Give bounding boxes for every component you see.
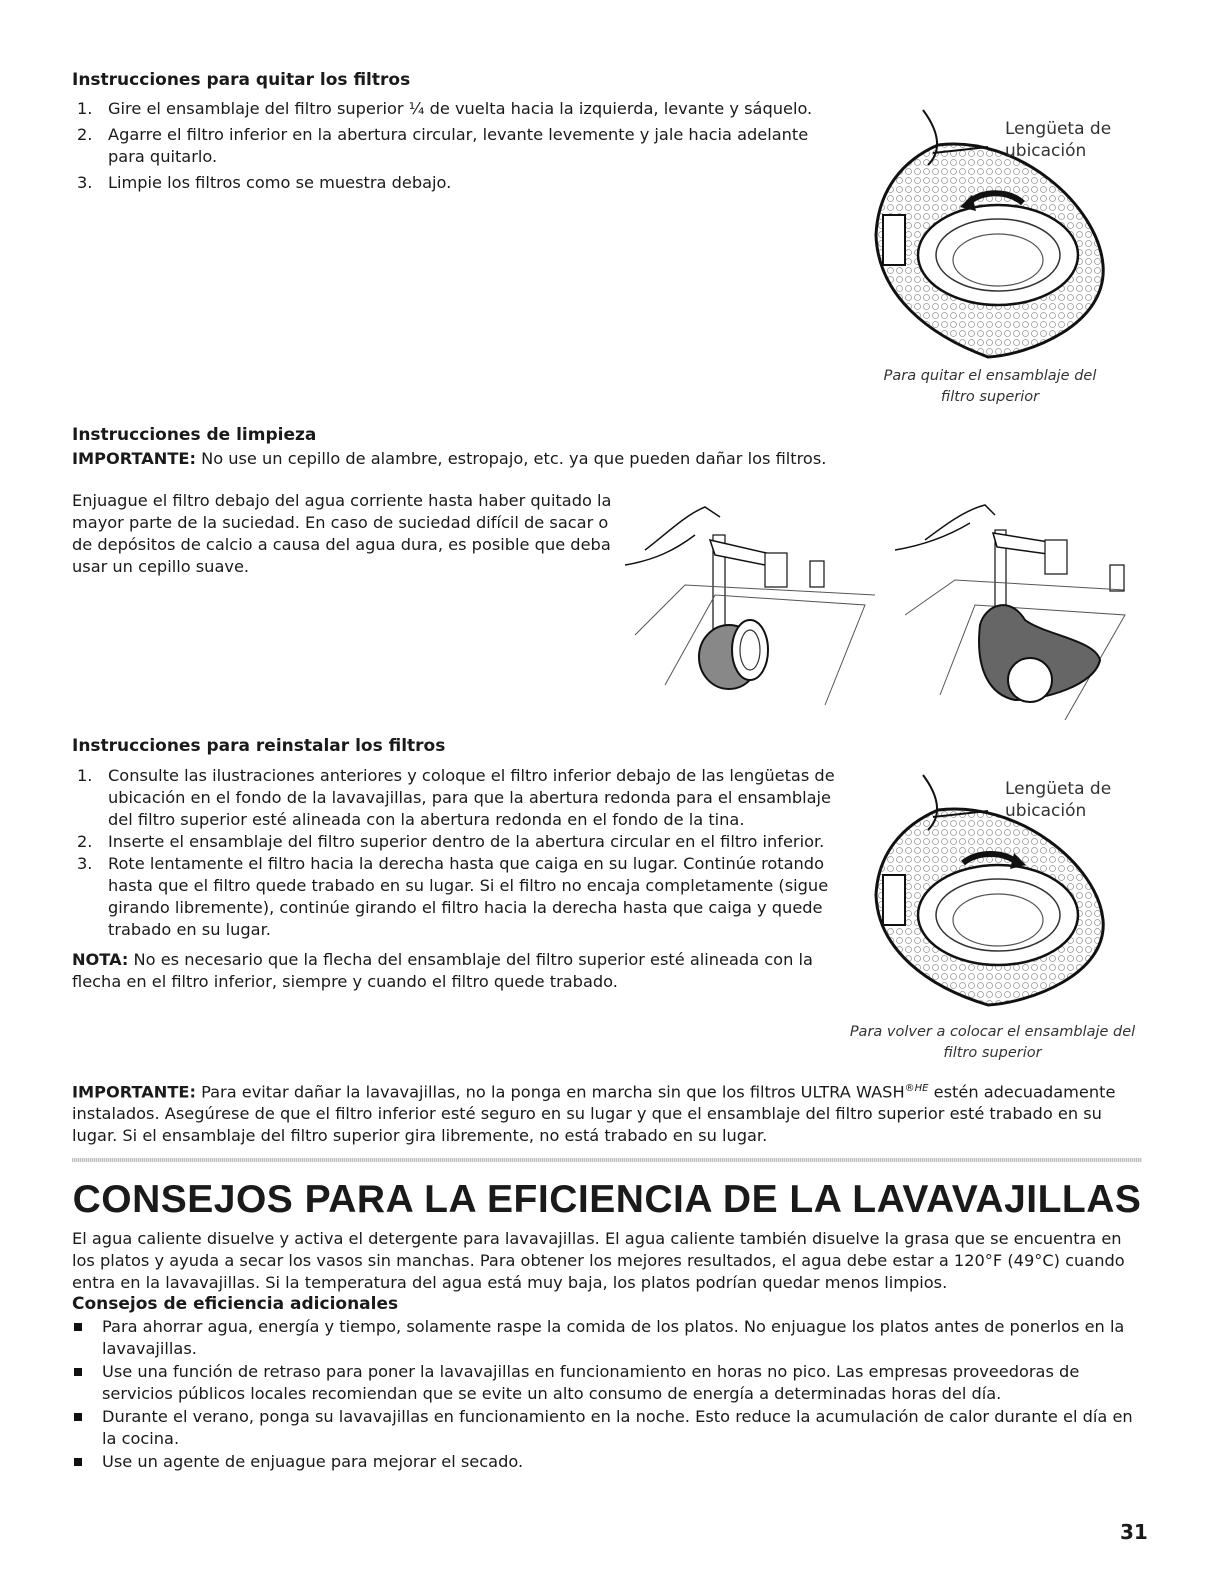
list-item: Durante el verano, ponga su lavavajillas en funcionamiento en la noche. Esto reduce la acumulación de calor durante el día en la cocina. bbox=[72, 1406, 1144, 1450]
efficiency-title: CONSEJOS PARA LA EFICIENCIA DE LA LAVAVAJILLAS bbox=[72, 1178, 1142, 1221]
list-item: 2. Agarre el filtro inferior en la abertura circular, levante levemente y jale hacia adelante para quitarlo. bbox=[77, 125, 809, 166]
reinstall-caption: Para volver a colocar el ensamblaje del filtro superior bbox=[849, 1024, 1136, 1061]
remove-caption: Para quitar el ensamblaje del filtro superior bbox=[883, 368, 1097, 405]
efficiency-tips-list bbox=[72, 1316, 1144, 1474]
remove-steps-list bbox=[72, 98, 842, 198]
list-item: Para ahorrar agua, energía y tiempo, solamente raspe la comida de los platos. No enjuague los platos antes de ponerlos en la lavavajillas. bbox=[72, 1316, 1144, 1360]
list-item: Use una función de retraso para poner la lavavajillas en funcionamiento en horas no pico. Las empresas proveedoras de servicios públicos locales recomiendan que se evite un alto consumo de energía a determinadas horas del día. bbox=[72, 1361, 1144, 1405]
reinstall-filters-heading: Instrucciones para reinstalar los filtros bbox=[72, 736, 446, 756]
list-item: 3. Rote lentamente el filtro hacia la derecha hasta que caiga en su lugar. Continúe rotando hasta que el filtro quede trabado en su lugar. Si el filtro no encaja completamente (sigue girando libremente), continúe girando el filtro hacia la derecha hasta que caiga y quede trabado en su lugar. bbox=[77, 854, 829, 939]
list-item: 1. Consulte las ilustraciones anteriores y coloque el filtro inferior debajo de las lengüetas de ubicación en el fondo de la lavavajillas, para que la abertura redonda para el ensamblaje del filtro superior esté alineada con la abertura redonda en el fondo de la tina. bbox=[77, 766, 835, 829]
rinse-lower-filter-illustration bbox=[895, 495, 1130, 725]
efficiency-subheading: Consejos de eficiencia adicionales bbox=[72, 1294, 399, 1314]
cleaning-important: IMPORTANTE: No use un cepillo de alambre, estropajo, etc. ya que pueden dañar los filtros. bbox=[72, 449, 827, 468]
page-number: 31 bbox=[1120, 1520, 1148, 1544]
list-item: 3. Limpie los filtros como se muestra debajo. bbox=[77, 173, 452, 192]
reinstall-note: NOTA: No es necesario que la flecha del ensamblaje del filtro superior esté alineada con la flecha en el filtro inferior, siempre y cuando el filtro quede trabado. bbox=[72, 950, 813, 991]
remove-callout-label: Lengüeta de ubicación bbox=[1005, 119, 1112, 161]
reinstall-steps-list bbox=[72, 765, 842, 941]
list-item: Use un agente de enjuague para mejorar el secado. bbox=[72, 1451, 1144, 1473]
rinse-upper-filter-illustration bbox=[625, 495, 885, 715]
list-item: 1. Gire el ensamblaje del filtro superior ¼ de vuelta hacia la izquierda, levante y sáquelo. bbox=[77, 99, 813, 118]
important-warning: IMPORTANTE: Para evitar dañar la lavavajillas, no la ponga en marcha sin que los filtros ULTRA $WASH^{®HE}$ estén adecuadamente instalados. Asegúrese de que el filtro inferior esté seguro en su lugar y que el ensamblaje del filtro superior esté trabado en su lugar. Si el ensamblaje del filtro superior gira libremente, no está trabado en su lugar. bbox=[72, 1082, 1116, 1146]
remove-filters-heading: Instrucciones para quitar los filtros bbox=[72, 70, 411, 90]
reinstall-callout-label: Lengüeta de ubicación bbox=[1005, 779, 1112, 821]
list-item: 2. Inserte el ensamblaje del filtro superior dentro de la abertura circular en el filtro inferior. bbox=[77, 832, 825, 851]
cleaning-heading: Instrucciones de limpieza bbox=[72, 425, 317, 445]
cleaning-paragraph: Enjuague el filtro debajo del agua corriente hasta haber quitado la mayor parte de la suciedad. En caso de suciedad difícil de sacar o de depósitos de calcio a causa del agua dura, es posible que deba usar un cepillo suave. bbox=[72, 491, 612, 576]
section-divider bbox=[72, 1158, 1142, 1162]
efficiency-intro: El agua caliente disuelve y activa el detergente para lavavajillas. El agua caliente también disuelve la grasa que se encuentra en los platos y ayuda a secar los vasos sin manchas. Para obtener los mejores resultados, el agua debe estar a 120°F (49°C) cuando entra en la lavavajillas. Si la temperatura del agua está muy baja, los platos podrían quedar menos limpios. bbox=[72, 1229, 1125, 1292]
